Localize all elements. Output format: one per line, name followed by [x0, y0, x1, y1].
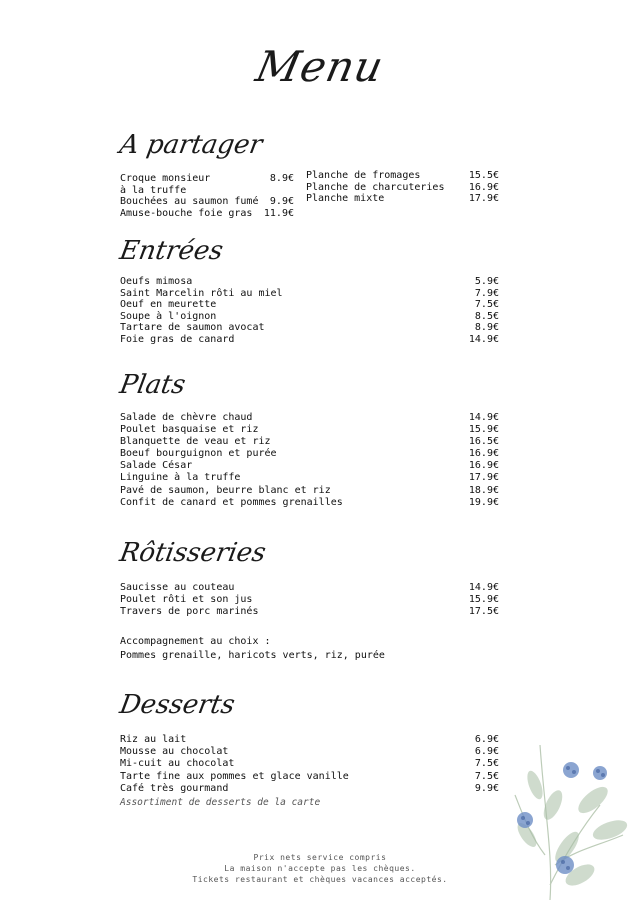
item-name: Saucisse au couteau — [120, 582, 235, 593]
item-name: Travers de porc marinés — [120, 606, 259, 617]
item-price: 16.9€ — [468, 448, 499, 459]
item-price: 8.5€ — [474, 311, 499, 322]
item-name: Salade de chèvre chaud — [120, 412, 253, 423]
item-price: 9.9€ — [474, 783, 499, 794]
desserts-note: Assortiment de desserts de la carte — [120, 797, 321, 808]
item-name: Croque monsieur — [120, 173, 211, 184]
item-name: Tarte fine aux pommes et glace vanille — [120, 771, 349, 782]
footer-line: Tickets restaurant et chèques vacances acceptés. — [192, 875, 448, 884]
item-name: Oeuf en meurette — [120, 299, 217, 310]
item-price: 6.9€ — [474, 734, 499, 745]
section-title-partager: A partager — [117, 130, 265, 160]
item-price: 6.9€ — [474, 746, 499, 757]
menu-item — [120, 472, 499, 484]
menu-item — [306, 193, 499, 205]
item-name: Café très gourmand — [120, 783, 229, 794]
menu-item — [120, 734, 499, 746]
item-price: 15.9€ — [468, 424, 499, 435]
item-price: 19.9€ — [468, 497, 499, 508]
item-name: Bouchées au saumon fumé — [120, 196, 259, 207]
item-price: 7.9€ — [474, 288, 499, 299]
item-price: 7.5€ — [474, 758, 499, 769]
item-name: Mousse au chocolat — [120, 746, 229, 757]
item-name: Riz au lait — [120, 734, 187, 745]
item-name: Foie gras de canard — [120, 334, 235, 345]
menu-item — [120, 322, 499, 334]
section-title-entrees: Entrées — [117, 236, 226, 266]
section-title-plats: Plats — [117, 370, 188, 400]
item-price: 14.9€ — [468, 412, 499, 423]
footer-line: La maison n'accepte pas les chèques. — [224, 864, 416, 873]
item-name: Confit de canard et pommes grenailles — [120, 497, 343, 508]
flower-illustration — [505, 735, 635, 900]
item-price: 7.5€ — [474, 299, 499, 310]
item-name: Poulet basquaise et riz — [120, 424, 259, 435]
item-price: 16.9€ — [468, 460, 499, 471]
menu-item — [120, 758, 499, 770]
section-title-desserts: Desserts — [117, 690, 238, 720]
item-name: Blanquette de veau et riz — [120, 436, 271, 447]
item-name: Soupe à l'oignon — [120, 311, 217, 322]
item-name: Poulet rôti et son jus — [120, 594, 253, 605]
menu-item — [120, 208, 294, 220]
menu-item — [306, 170, 499, 182]
menu-item — [120, 173, 294, 185]
item-name: Planche de fromages — [306, 170, 421, 181]
footer-line: Prix nets service compris — [253, 853, 387, 862]
item-name: à la truffe — [120, 185, 187, 196]
item-price: 18.9€ — [468, 485, 499, 496]
item-price: 17.9€ — [468, 472, 499, 483]
item-name: Oeufs mimosa — [120, 276, 193, 287]
item-price: 14.9€ — [468, 582, 499, 593]
menu-item — [120, 334, 499, 346]
menu-item — [120, 196, 294, 208]
menu-item — [120, 783, 499, 795]
item-price: 8.9€ — [269, 173, 294, 184]
accompaniment-options: Pommes grenaille, haricots verts, riz, purée — [120, 650, 385, 661]
section-title-rotisseries: Rôtisseries — [117, 538, 269, 568]
menu-item — [120, 746, 499, 758]
item-name: Tartare de saumon avocat — [120, 322, 265, 333]
item-price: 17.5€ — [468, 606, 499, 617]
menu-item — [120, 594, 499, 606]
item-price: 14.9€ — [468, 334, 499, 345]
item-name: Amuse-bouche foie gras — [120, 208, 253, 219]
item-price: 16.9€ — [468, 182, 499, 193]
menu-item — [120, 582, 499, 594]
menu-item — [120, 606, 499, 618]
menu-item — [120, 436, 499, 448]
item-name: Linguine à la truffe — [120, 472, 241, 483]
menu-item — [120, 448, 499, 460]
item-name: Planche mixte — [306, 193, 385, 204]
item-price: 15.5€ — [468, 170, 499, 181]
item-price: 11.9€ — [263, 208, 294, 219]
menu-item — [120, 412, 499, 424]
item-price: 5.9€ — [474, 276, 499, 287]
menu-item — [120, 460, 499, 472]
item-price: 8.9€ — [474, 322, 499, 333]
item-name: Salade César — [120, 460, 193, 471]
menu-item — [120, 771, 499, 783]
menu-item — [120, 299, 499, 311]
menu-item — [120, 276, 499, 288]
menu-item — [120, 424, 499, 436]
item-name: Saint Marcelin rôti au miel — [120, 288, 283, 299]
menu-item — [120, 497, 499, 509]
item-price: 7.5€ — [474, 771, 499, 782]
accompaniment-label: Accompagnement au choix : — [120, 636, 271, 647]
item-name: Planche de charcuteries — [306, 182, 445, 193]
item-price: 15.9€ — [468, 594, 499, 605]
item-price: 17.9€ — [468, 193, 499, 204]
item-price: 9.9€ — [269, 196, 294, 207]
item-name: Pavé de saumon, beurre blanc et riz — [120, 485, 331, 496]
item-name: Mi-cuit au chocolat — [120, 758, 235, 769]
menu-item — [120, 485, 499, 497]
item-name: Boeuf bourguignon et purée — [120, 448, 277, 459]
page-title: Menu — [251, 42, 389, 91]
item-price: 16.5€ — [468, 436, 499, 447]
